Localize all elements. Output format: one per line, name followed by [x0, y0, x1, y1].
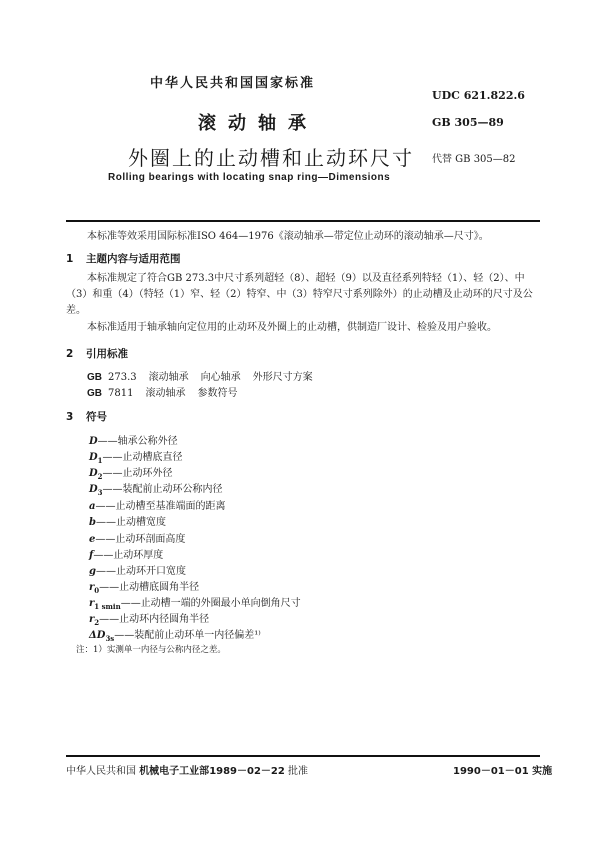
section-number: 3	[66, 411, 74, 423]
symbol-item: $r_{1 smin}——$止动槽一端的外圈最小单向倒角尺寸	[89, 598, 301, 611]
standard-number: GB 305—89	[432, 116, 504, 129]
symbol-item: $\Delta D_{3s}——$装配前止动环单一内径偏差¹⁾	[89, 630, 261, 643]
standard-type: 中华人民共和国国家标准	[150, 76, 316, 91]
section-title: 主题内容与适用范围	[86, 253, 181, 265]
intro-paragraph: 本标准等效采用国际标准ISO 464—1976《滚动轴承—带定位止动环的滚动轴承—尺寸》。	[87, 231, 489, 242]
footnote: 注：1）实测单一内径与公称内径之差。	[76, 645, 226, 655]
symbol-item: D——轴承公称外径	[89, 436, 178, 447]
symbol-item: $r_2——$止动环内径圆角半径	[89, 614, 210, 627]
section-title: 引用标准	[86, 348, 128, 360]
approval-line: 中华人民共和国 机械电子工业部1989－02－22 批准	[66, 766, 309, 777]
footer-divider	[66, 755, 540, 757]
symbol-item: $D_1——$止动槽底直径	[89, 452, 183, 465]
section-2-heading	[66, 346, 128, 361]
section-1-paragraph-2: 本标准适用于轴承轴向定位用的止动环及外圈上的止动槽，供制造厂设计、检验及用户验收。	[87, 322, 497, 333]
reference-item: GB 7811 滚动轴承 参数符号	[87, 388, 238, 399]
symbol-item: $r_0——$止动槽底圆角半径	[89, 582, 200, 595]
symbol-item: e——止动环剖面高度	[89, 534, 186, 545]
symbol-item: $D_2——$止动环外径	[89, 468, 173, 481]
reference-item: GB 273.3 滚动轴承 向心轴承 外形尺寸方案	[87, 372, 313, 383]
section-title: 符号	[86, 411, 107, 423]
section-1-heading	[66, 251, 181, 266]
replaces-standard: 代替 GB 305—82	[432, 154, 516, 165]
symbol-item: f——止动环厚度	[89, 550, 164, 561]
header-divider	[66, 220, 540, 222]
effective-date: 1990－01－01 实施	[453, 766, 553, 777]
title-english: Rolling bearings with locating snap ring—Dimensions	[108, 172, 391, 183]
symbol-item: $D_3——$装配前止动环公称内径	[89, 484, 223, 497]
symbol-item: b——止动槽宽度	[89, 517, 166, 528]
section-1-paragraph-1: 本标准规定了符合GB 273.3中尺寸系列超轻（8）、超轻（9）以及直径系列特轻（1）、轻（2）、中（3）和重（4）（特轻（1）窄、轻（2）特窄、中（3）特窄尺寸系列除外）的止动槽及止动环的尺寸及公差。	[66, 273, 533, 316]
symbol-item: g——止动环开口宽度	[89, 566, 186, 577]
udc-code: UDC 621.822.6	[432, 89, 525, 102]
title-main: 滚动轴承	[198, 113, 318, 134]
title-sub: 外圈上的止动槽和止动环尺寸	[128, 146, 414, 170]
section-number: 2	[66, 348, 74, 360]
symbol-item: a——止动槽至基准端面的距离	[89, 501, 226, 512]
section-3-heading	[66, 409, 107, 424]
section-number: 1	[66, 253, 74, 265]
